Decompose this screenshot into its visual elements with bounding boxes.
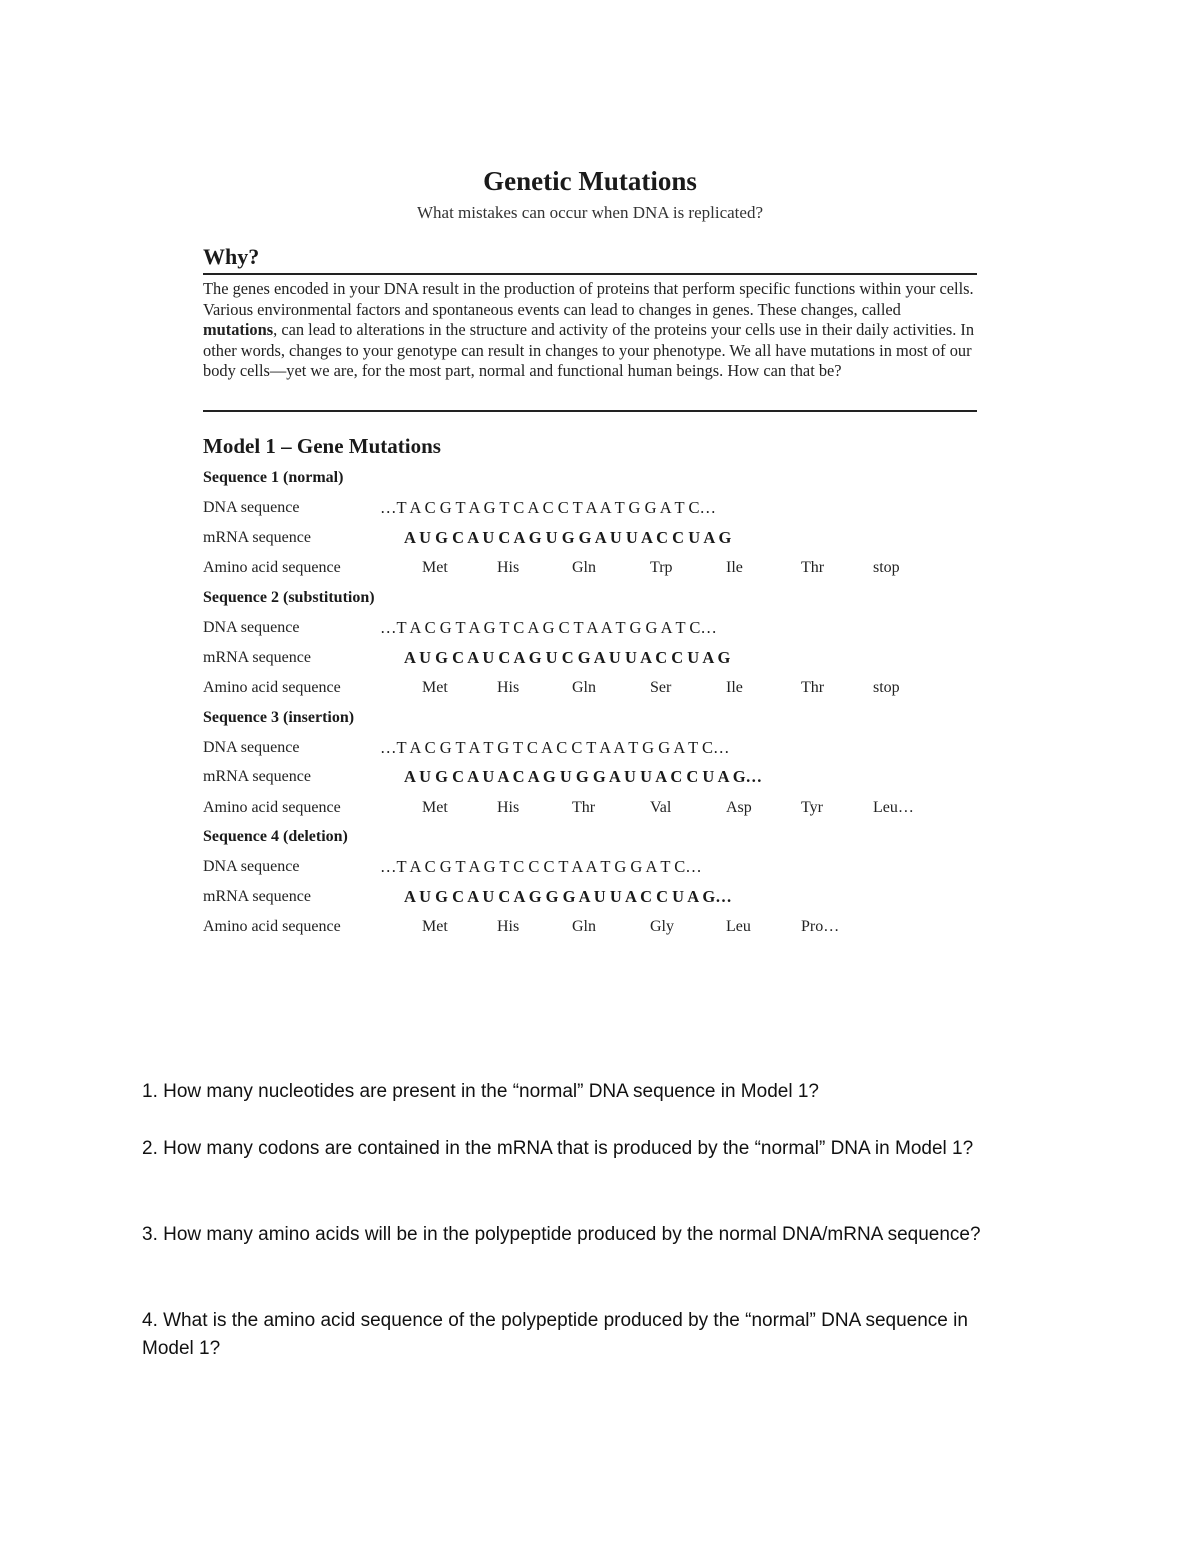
amino-acid: Met [422,799,448,816]
amino-acid: Asp [726,799,752,816]
amino-acid: Pro… [801,918,840,935]
question-2: 2. How many codons are contained in the mRNA that is produced by the “normal” DNA in Model 1? [142,1138,974,1159]
sequence-1-dna: …T A C G T A G T C A C C T A A T G G A T C… [380,498,716,517]
mrna-label: mRNA sequence [203,529,311,546]
amino-acid: Gln [572,679,596,696]
amino-acid: Leu… [873,799,914,816]
amino-acid: Tyr [801,799,823,816]
top-divider [203,273,977,275]
sequence-3-mrna: A U G C A U A C A G U G G A U U A C C U A G… [404,767,763,786]
page-subtitle: What mistakes can occur when DNA is replicated? [416,203,763,222]
mrna-label: mRNA sequence [203,888,311,905]
sequence-1-heading: Sequence 1 (normal) [203,469,344,486]
mrna-label: mRNA sequence [203,768,311,785]
amino-acid: Gln [572,918,596,935]
amino-acid-label: Amino acid sequence [203,559,341,576]
why-bold-word: mutations [203,320,274,339]
page-title: Genetic Mutations [483,166,697,196]
why-paragraph [203,279,977,382]
amino-acid: Gln [572,559,596,576]
amino-acid-label: Amino acid sequence [203,799,341,816]
dna-label: DNA sequence [203,619,300,636]
amino-acid: Ser [650,679,672,696]
amino-acid: His [497,559,520,576]
amino-acid: His [497,799,520,816]
model-heading: Model 1 – Gene Mutations [203,434,441,458]
amino-acid: Met [422,918,448,935]
question-3: 3. How many amino acids will be in the polypeptide produced by the normal DNA/mRNA sequence? [142,1224,981,1245]
amino-acid: Thr [801,679,825,696]
dna-label: DNA sequence [203,739,300,756]
amino-acid-label: Amino acid sequence [203,918,341,935]
amino-acid: His [497,918,520,935]
amino-acid: Ile [726,679,743,696]
question-1: 1. How many nucleotides are present in the “normal” DNA sequence in Model 1? [142,1081,819,1102]
question-4: 4. What is the amino acid sequence of the polypeptide produced by the “normal” DNA sequence in Model 1? [142,1310,968,1359]
mrna-label: mRNA sequence [203,649,311,666]
amino-acid: Thr [572,799,596,816]
sequence-4-heading: Sequence 4 (deletion) [203,828,348,845]
sequence-2-dna: …T A C G T A G T C A G C T A A T G G A T C… [380,618,717,637]
amino-acid: Leu [726,918,751,935]
dna-label: DNA sequence [203,858,300,875]
sequence-4-mrna: A U G C A U C A G G G A U U A C C U A G… [404,887,732,906]
dna-label: DNA sequence [203,499,300,516]
sequence-3-heading: Sequence 3 (insertion) [203,709,355,726]
why-text-before: The genes encoded in your DNA result in the production of proteins that perform specific functions within your cells. Various environmental factors and spontaneous events can lead to changes in genes. These changes, called [203,279,974,319]
amino-acid: Trp [650,559,673,576]
why-text-after: , can lead to alterations in the structure and activity of the proteins your cells use in their daily activities. In other words, changes to your genotype can result in changes to your phenotype. We all have mutations in most of our body cells—yet we are, for the most part, normal and functional human beings. How can that be? [203,320,975,380]
amino-acid: Val [650,799,672,816]
why-heading: Why? [203,244,260,269]
sequence-2-heading: Sequence 2 (substitution) [203,589,375,606]
amino-acid: His [497,679,520,696]
amino-acid: stop [873,679,900,696]
amino-acid-label: Amino acid sequence [203,679,341,696]
amino-acid: Met [422,559,448,576]
sequence-1-mrna: A U G C A U C A G U G G A U U A C C U A G [404,528,732,547]
amino-acid: Ile [726,559,743,576]
sequence-3-dna: …T A C G T A T G T C A C C T A A T G G A T C… [380,738,730,757]
amino-acid: Thr [801,559,825,576]
amino-acid: stop [873,559,900,576]
bottom-divider [203,410,977,412]
sequence-4-dna: …T A C G T A G T C C C T A A T G G A T C… [380,857,702,876]
sequence-2-mrna: A U G C A U C A G U C G A U U A C C U A G [404,648,731,667]
amino-acid: Gly [650,918,674,935]
amino-acid: Met [422,679,448,696]
